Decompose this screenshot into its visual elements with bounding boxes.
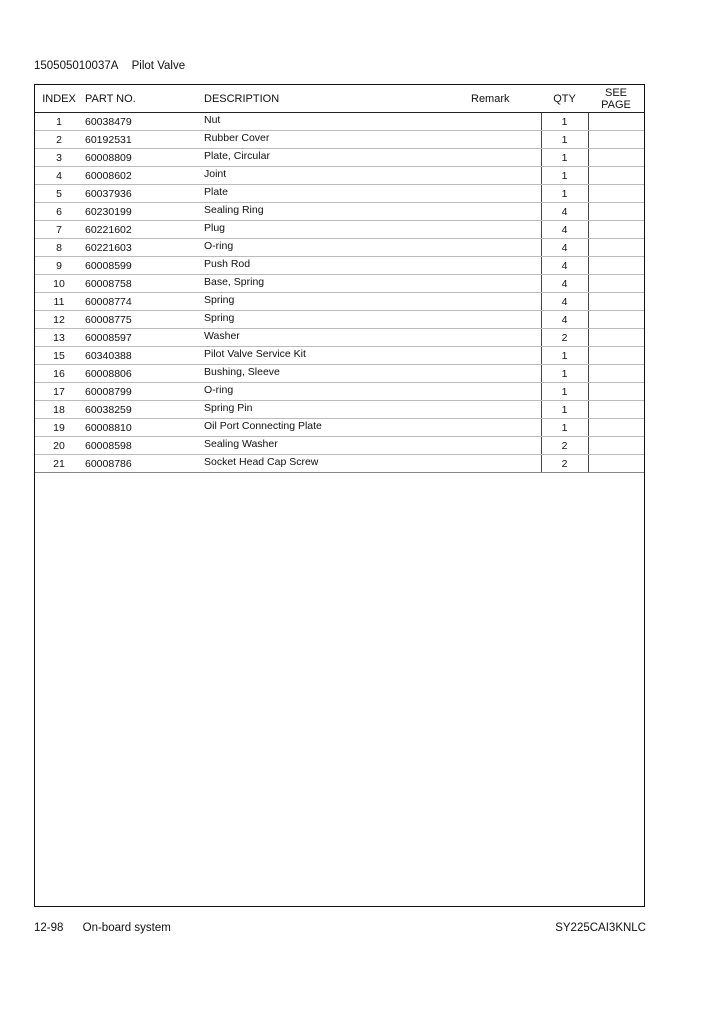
part-code: 150505010037A: [34, 60, 119, 72]
assembly-name: Pilot Valve: [131, 60, 186, 72]
cell-description: Bushing, Sleeve: [201, 365, 471, 383]
cell-qty: 4: [541, 275, 588, 293]
see-page-line-1: SEE: [604, 86, 627, 99]
cell-remark: [471, 167, 541, 185]
cell-description: Nut: [201, 113, 471, 131]
model-code: SY225CAI3KNLC: [555, 922, 646, 934]
table-header-row: [35, 85, 644, 113]
see-page-line-2: PAGE: [601, 98, 631, 111]
cell-see-page: [588, 113, 644, 131]
cell-part-no: 60008809: [83, 149, 201, 167]
cell-qty: 1: [541, 365, 588, 383]
cell-remark: [471, 383, 541, 401]
cell-qty: 4: [541, 311, 588, 329]
table-row: [35, 257, 644, 275]
parts-table: [35, 85, 644, 473]
table-row: [35, 131, 644, 149]
cell-qty: 4: [541, 239, 588, 257]
cell-remark: [471, 203, 541, 221]
cell-part-no: 60340388: [83, 347, 201, 365]
cell-index: 17: [35, 383, 83, 401]
footer-left: [34, 922, 171, 934]
cell-index: 9: [35, 257, 83, 275]
cell-part-no: 60008758: [83, 275, 201, 293]
cell-remark: [471, 455, 541, 473]
cell-remark: [471, 113, 541, 131]
cell-see-page: [588, 131, 644, 149]
table-row: [35, 347, 644, 365]
cell-qty: 1: [541, 347, 588, 365]
cell-description: Washer: [201, 329, 471, 347]
cell-index: 3: [35, 149, 83, 167]
cell-part-no: 60008774: [83, 293, 201, 311]
cell-see-page: [588, 149, 644, 167]
cell-see-page: [588, 167, 644, 185]
cell-description: Plate: [201, 185, 471, 203]
column-header-remark: Remark: [471, 85, 541, 113]
cell-description: Joint: [201, 167, 471, 185]
cell-index: 12: [35, 311, 83, 329]
cell-remark: [471, 365, 541, 383]
cell-qty: 4: [541, 203, 588, 221]
cell-index: 19: [35, 419, 83, 437]
cell-qty: 1: [541, 383, 588, 401]
cell-part-no: 60221602: [83, 221, 201, 239]
cell-see-page: [588, 401, 644, 419]
cell-part-no: 60008597: [83, 329, 201, 347]
table-row: [35, 311, 644, 329]
cell-part-no: 60038479: [83, 113, 201, 131]
cell-part-no: 60008602: [83, 167, 201, 185]
cell-see-page: [588, 455, 644, 473]
cell-description: Plate, Circular: [201, 149, 471, 167]
table-row: [35, 167, 644, 185]
table-row: [35, 437, 644, 455]
table-row: [35, 113, 644, 131]
cell-description: Oil Port Connecting Plate: [201, 419, 471, 437]
cell-qty: 1: [541, 419, 588, 437]
cell-qty: 2: [541, 437, 588, 455]
table-row: [35, 203, 644, 221]
column-header-part-no: PART NO.: [83, 85, 201, 113]
table-row: [35, 383, 644, 401]
cell-qty: 1: [541, 131, 588, 149]
cell-part-no: 60230199: [83, 203, 201, 221]
cell-description: Rubber Cover: [201, 131, 471, 149]
cell-index: 8: [35, 239, 83, 257]
cell-index: 13: [35, 329, 83, 347]
cell-description: Spring Pin: [201, 401, 471, 419]
cell-index: 20: [35, 437, 83, 455]
page-number: 12-98: [34, 922, 64, 934]
cell-index: 2: [35, 131, 83, 149]
cell-part-no: 60008810: [83, 419, 201, 437]
cell-qty: 1: [541, 401, 588, 419]
cell-part-no: 60192531: [83, 131, 201, 149]
cell-remark: [471, 149, 541, 167]
table-row: [35, 239, 644, 257]
cell-qty: 1: [541, 185, 588, 203]
column-header-see-page: [588, 85, 644, 113]
column-header-description: DESCRIPTION: [201, 85, 471, 113]
cell-index: 10: [35, 275, 83, 293]
cell-see-page: [588, 311, 644, 329]
cell-part-no: 60008799: [83, 383, 201, 401]
cell-description: Spring: [201, 311, 471, 329]
cell-remark: [471, 221, 541, 239]
table-row: [35, 149, 644, 167]
cell-index: 11: [35, 293, 83, 311]
cell-part-no: 60221603: [83, 239, 201, 257]
cell-remark: [471, 275, 541, 293]
cell-description: Sealing Washer: [201, 437, 471, 455]
cell-index: 5: [35, 185, 83, 203]
table-row: [35, 365, 644, 383]
cell-description: O-ring: [201, 383, 471, 401]
cell-see-page: [588, 329, 644, 347]
cell-see-page: [588, 185, 644, 203]
cell-index: 6: [35, 203, 83, 221]
cell-remark: [471, 401, 541, 419]
table-row: [35, 329, 644, 347]
cell-see-page: [588, 365, 644, 383]
cell-part-no: 60008786: [83, 455, 201, 473]
parts-list-frame: [34, 84, 645, 907]
cell-remark: [471, 311, 541, 329]
cell-description: Plug: [201, 221, 471, 239]
cell-remark: [471, 257, 541, 275]
cell-index: 1: [35, 113, 83, 131]
column-header-index: INDEX: [35, 85, 83, 113]
table-row: [35, 185, 644, 203]
cell-see-page: [588, 347, 644, 365]
table-body: [35, 113, 644, 473]
cell-remark: [471, 347, 541, 365]
cell-part-no: 60008599: [83, 257, 201, 275]
cell-see-page: [588, 239, 644, 257]
cell-qty: 2: [541, 329, 588, 347]
cell-see-page: [588, 275, 644, 293]
cell-index: 21: [35, 455, 83, 473]
cell-see-page: [588, 293, 644, 311]
cell-qty: 1: [541, 167, 588, 185]
table-row: [35, 221, 644, 239]
cell-part-no: 60037936: [83, 185, 201, 203]
cell-remark: [471, 437, 541, 455]
cell-remark: [471, 329, 541, 347]
cell-part-no: 60008806: [83, 365, 201, 383]
cell-description: Push Rod: [201, 257, 471, 275]
section-name: On-board system: [82, 922, 171, 934]
table-row: [35, 293, 644, 311]
cell-description: Spring: [201, 293, 471, 311]
cell-see-page: [588, 419, 644, 437]
cell-remark: [471, 239, 541, 257]
document-title: [34, 60, 185, 72]
cell-index: 15: [35, 347, 83, 365]
cell-remark: [471, 131, 541, 149]
cell-index: 4: [35, 167, 83, 185]
cell-see-page: [588, 257, 644, 275]
cell-index: 18: [35, 401, 83, 419]
table-row: [35, 419, 644, 437]
cell-qty: 4: [541, 221, 588, 239]
cell-see-page: [588, 437, 644, 455]
cell-index: 7: [35, 221, 83, 239]
cell-see-page: [588, 203, 644, 221]
cell-remark: [471, 293, 541, 311]
cell-index: 16: [35, 365, 83, 383]
cell-description: O-ring: [201, 239, 471, 257]
cell-description: Base, Spring: [201, 275, 471, 293]
table-row: [35, 455, 644, 473]
cell-part-no: 60008775: [83, 311, 201, 329]
cell-part-no: 60008598: [83, 437, 201, 455]
table-row: [35, 275, 644, 293]
cell-description: Pilot Valve Service Kit: [201, 347, 471, 365]
cell-see-page: [588, 221, 644, 239]
cell-qty: 1: [541, 149, 588, 167]
cell-qty: 4: [541, 257, 588, 275]
cell-remark: [471, 185, 541, 203]
column-header-qty: QTY: [541, 85, 588, 113]
cell-qty: 1: [541, 113, 588, 131]
cell-remark: [471, 419, 541, 437]
cell-description: Sealing Ring: [201, 203, 471, 221]
cell-qty: 2: [541, 455, 588, 473]
table-row: [35, 401, 644, 419]
cell-qty: 4: [541, 293, 588, 311]
cell-description: Socket Head Cap Screw: [201, 455, 471, 473]
cell-see-page: [588, 383, 644, 401]
cell-part-no: 60038259: [83, 401, 201, 419]
